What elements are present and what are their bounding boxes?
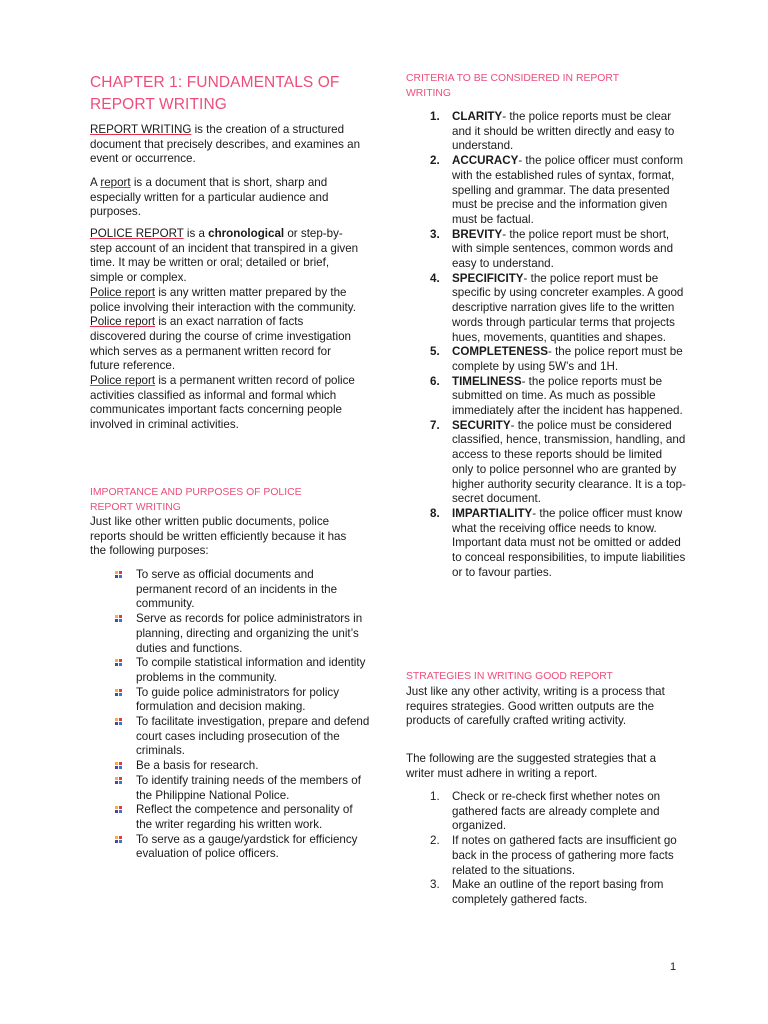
term-police-report: POLICE REPORT <box>90 227 184 240</box>
definition-text: is the creation of a structured document that precisely describes, and examines an event or occurrence. <box>90 123 361 166</box>
purpose-text: Serve as records for police administrators in planning, directing and organizing the unit’s duties and functions. <box>136 612 363 655</box>
purpose-text: Be a basis for research. <box>136 759 259 773</box>
purpose-text: To facilitate investigation, prepare and defend court cases including prosecution of the criminals. <box>136 715 370 758</box>
criteria-item <box>406 419 686 507</box>
term-police-report: Police report <box>90 374 156 388</box>
criteria-text: - the police officer must know what the receiving office needs to know. Important data must not be omitted or added to conceal responsibilities, to impute liabilities or to favour parties. <box>452 506 686 579</box>
criteria-number: 5. <box>430 345 440 359</box>
bullet-icon <box>114 688 124 698</box>
bullet-icon <box>114 570 124 580</box>
importance-heading: IMPORTANCE AND PURPOSES OF POLICE REPORT WRITING <box>90 487 302 513</box>
criteria-number: 2. <box>430 154 440 168</box>
bullet-icon <box>114 614 124 624</box>
purpose-text: To serve as a gauge/yardstick for efficiency evaluation of police officers. <box>136 832 358 861</box>
chapter-title: CHAPTER 1: FUNDAMENTALS OF REPORT WRITING <box>90 74 340 113</box>
criteria-text: - the police must be considered classified, hence, transmission, handling, and access to these reports should be limited only to police personnel who are granted by higher authority security clearance. It is a top-secret document. <box>452 418 686 506</box>
police-report-definition-3 <box>90 315 362 374</box>
criteria-text: - the police reports must be submitted on time. As much as possible immediately after the incident has happened. <box>452 374 683 418</box>
purpose-item <box>90 833 370 862</box>
criteria-number: 1. <box>430 110 440 123</box>
criteria-item <box>406 507 686 581</box>
definition-connector: is a <box>183 227 209 240</box>
page-number: 1 <box>670 961 677 973</box>
purpose-item <box>90 803 370 832</box>
strategy-text: Make an outline of the report basing from completely gathered facts. <box>452 878 664 906</box>
purpose-text: Reflect the competence and personality of the writer regarding his written work. <box>136 803 353 831</box>
criteria-number: 7. <box>430 418 440 432</box>
definition-text: is any written matter prepared by the police involving their interaction with the community. <box>90 285 356 314</box>
purpose-item <box>90 759 370 774</box>
definition-text: or step-by-step account of an incident that transpired in a given time. It may be written or oral; detailed or brief, simple or complex. <box>90 227 359 285</box>
criteria-number: 8. <box>430 506 440 520</box>
strategy-item <box>406 878 686 907</box>
criteria-number: 6. <box>430 374 440 388</box>
bullet-icon <box>114 717 124 727</box>
criteria-term: BREVITY <box>452 227 503 241</box>
criteria-text: - the police report must be short, with simple sentences, common words and easy to understand. <box>452 227 674 271</box>
purposes-list <box>90 568 370 862</box>
purpose-text: To identify training needs of the members of the Philippine National Police. <box>136 773 361 802</box>
strategy-number: 3. <box>430 878 440 892</box>
strategy-text: If notes on gathered facts are insufficient go back in the process of gathering more facts related to the situations. <box>452 834 677 877</box>
purpose-text: To serve as official documents and permanent record of an incidents in the community. <box>136 568 338 611</box>
purpose-item <box>90 686 370 715</box>
police-report-definitions <box>90 227 362 433</box>
criteria-term: SPECIFICITY <box>452 271 524 285</box>
term-report: report <box>100 176 131 189</box>
strategy-number: 1. <box>430 790 440 803</box>
police-report-definition-main <box>90 227 362 286</box>
strategies-list <box>406 790 686 908</box>
criteria-heading: CRITERIA TO BE CONSIDERED IN REPORT WRITING <box>406 73 619 99</box>
strategy-item <box>406 790 686 834</box>
strategies-intro: Just like any other activity, writing is a process that requires strategies. Good written outputs are the products of carefully crafted writing activity. <box>406 685 665 728</box>
strategy-text: Check or re-check first whether notes on gathered facts are already complete and organized. <box>452 790 661 833</box>
purpose-item <box>90 715 370 759</box>
purpose-text: To compile statistical information and identity problems in the community. <box>136 656 366 684</box>
definition-text: is a document that is short, sharp and especially written for a particular audience and purposes. <box>90 176 329 219</box>
criteria-text: - the police report must be complete by using 5W’s and 1H. <box>452 345 683 373</box>
definition-prefix: A <box>90 176 101 189</box>
criteria-list <box>406 110 686 581</box>
criteria-number: 3. <box>430 227 440 241</box>
strategy-item <box>406 834 686 878</box>
bullet-icon <box>114 835 124 845</box>
purpose-item <box>90 774 370 803</box>
importance-intro: Just like other written public documents, police reports should be written efficiently because it has the following purposes: <box>90 515 347 558</box>
term-police-report: Police report <box>90 285 156 299</box>
purpose-text: To guide police administrators for policy formulation and decision making. <box>136 685 339 714</box>
police-report-definition-4 <box>90 374 362 433</box>
strategies-heading: STRATEGIES IN WRITING GOOD REPORT <box>406 671 613 682</box>
bullet-icon <box>114 761 124 771</box>
bullet-icon <box>114 658 124 668</box>
bullet-icon <box>114 805 124 815</box>
police-report-definition-2 <box>90 286 362 315</box>
report-writing-definition <box>90 123 362 167</box>
purpose-item <box>90 612 370 656</box>
term-report-writing: REPORT WRITING <box>90 123 192 136</box>
criteria-term: IMPARTIALITY <box>452 506 533 520</box>
strategies-intro-2: The following are the suggested strategies that a writer must adhere in writing a report. <box>406 752 657 780</box>
criteria-item <box>406 228 686 272</box>
definition-text: is a permanent written record of police activities classified as informal and formal which communicates important facts concerning people involved in criminal activities. <box>90 374 355 432</box>
criteria-number: 4. <box>430 271 440 285</box>
criteria-term: SECURITY <box>452 418 511 432</box>
criteria-item <box>406 154 686 228</box>
bullet-icon <box>114 776 124 786</box>
definition-text: is an exact narration of facts discovered during the course of crime investigation which serves as a permanent written record for future reference. <box>90 315 351 373</box>
criteria-item <box>406 110 686 154</box>
criteria-item <box>406 345 686 374</box>
criteria-item <box>406 272 686 346</box>
criteria-text: - the police reports must be clear and it should be written directly and easy to understand. <box>452 110 675 153</box>
criteria-term: COMPLETENESS <box>452 345 548 359</box>
strategy-number: 2. <box>430 834 440 848</box>
report-definition <box>90 176 362 220</box>
criteria-term: TIMELINESS <box>452 374 522 388</box>
term-chronological: chronological <box>208 227 285 240</box>
criteria-text: - the police report must be specific by using concreter examples. A good descriptive narration gives life to the written words through particular terms that projects hues, movements, quantities and shapes. <box>452 271 684 344</box>
criteria-term: CLARITY <box>452 110 503 123</box>
criteria-term: ACCURACY <box>452 154 519 168</box>
purpose-item <box>90 568 370 612</box>
criteria-text: - the police officer must conform with the established rules of syntax, format, spelling and grammar. The data presented must be precise and the information given must be factual. <box>452 154 684 226</box>
term-police-report: Police report <box>90 315 156 329</box>
criteria-item <box>406 375 686 419</box>
purpose-item <box>90 656 370 685</box>
